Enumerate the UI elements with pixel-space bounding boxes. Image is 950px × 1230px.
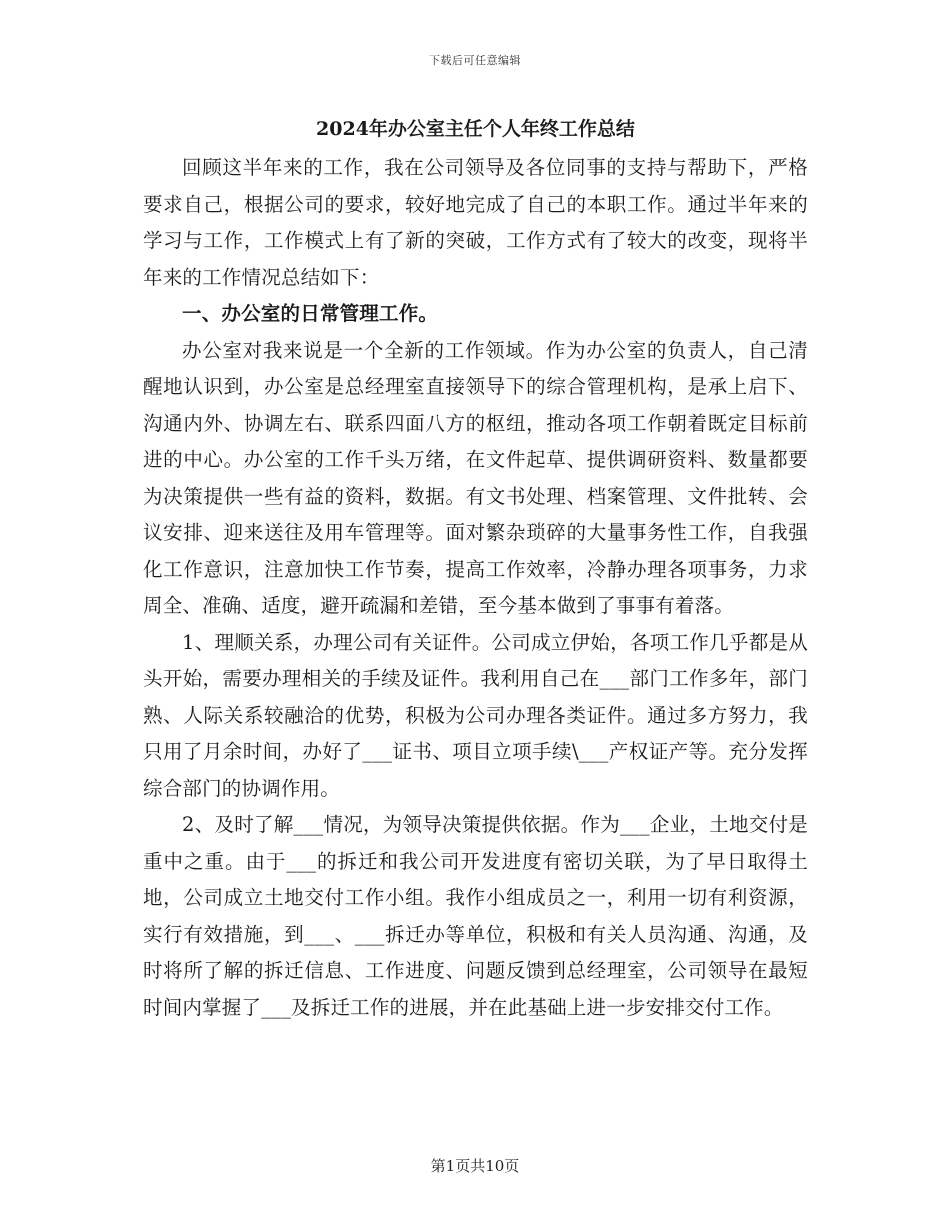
page-number: 第1页共10页 — [430, 1157, 520, 1175]
item-1-paragraph: 1、理顺关系，办理公司有关证件。公司成立伊始，各项工作几乎都是从头开始，需要办理相关的手续及证件。我利用自己在___部门工作多年，部门熟、人际关系较融洽的优势，积极为公司办理各类证件。通过多方努力，我只用了月余时间，办好了___证书、项目立项手续\___产权证产等。充分发挥综合部门的协调作用。 — [143, 630, 808, 800]
page-header-note: 下载后可任意编辑 — [429, 54, 521, 67]
intro-paragraph: 回顾这半年来的工作，我在公司领导及各位同事的支持与帮助下，严格要求自己，根据公司的要求，较好地完成了自己的本职工作。通过半年来的学习与工作，工作模式上有了新的突破，工作方式有了较大的改变，现将半年来的工作情况总结如下： — [143, 156, 808, 289]
item-2-paragraph: 2、及时了解___情况，为领导决策提供依据。作为___企业，土地交付是重中之重。由于___的拆迁和我公司开发进度有密切关联，为了早日取得土地，公司成立土地交付工作小组。我作小组成员之一，利用一切有利资源，实行有效措施，到___、___拆迁办等单位，积极和有关人员沟通、沟通，及时将所了解的拆迁信息、工作进度、问题反馈到总经理室，公司领导在最短时间内掌握了___及拆迁工作的进展，并在此基础上进一步安排交付工作。 — [143, 813, 808, 1019]
document-title: 2024年办公室主任个人年终工作总结 — [316, 118, 635, 140]
document-body — [143, 116, 808, 1026]
office-management-paragraph: 办公室对我来说是一个全新的工作领域。作为办公室的负责人，自己清醒地认识到，办公室是总经理室直接领导下的综合管理机构，是承上启下、沟通内外、协调左右、联系四面八方的枢纽，推动各项工作朝着既定目标前进的中心。办公室的工作千头万绪，在文件起草、提供调研资料、数量都要为决策提供一些有益的资料，数据。有文书处理、档案管理、文件批转、会议安排、迎来送往及用车管理等。面对繁杂琐碎的大量事务性工作，自我强化工作意识，注意加快工作节奏，提高工作效率，冷静办理各项事务，力求周全、准确、适度，避开疏漏和差错，至今基本做到了事事有着落。 — [143, 338, 808, 617]
section-heading: 一、办公室的日常管理工作。 — [182, 302, 439, 325]
